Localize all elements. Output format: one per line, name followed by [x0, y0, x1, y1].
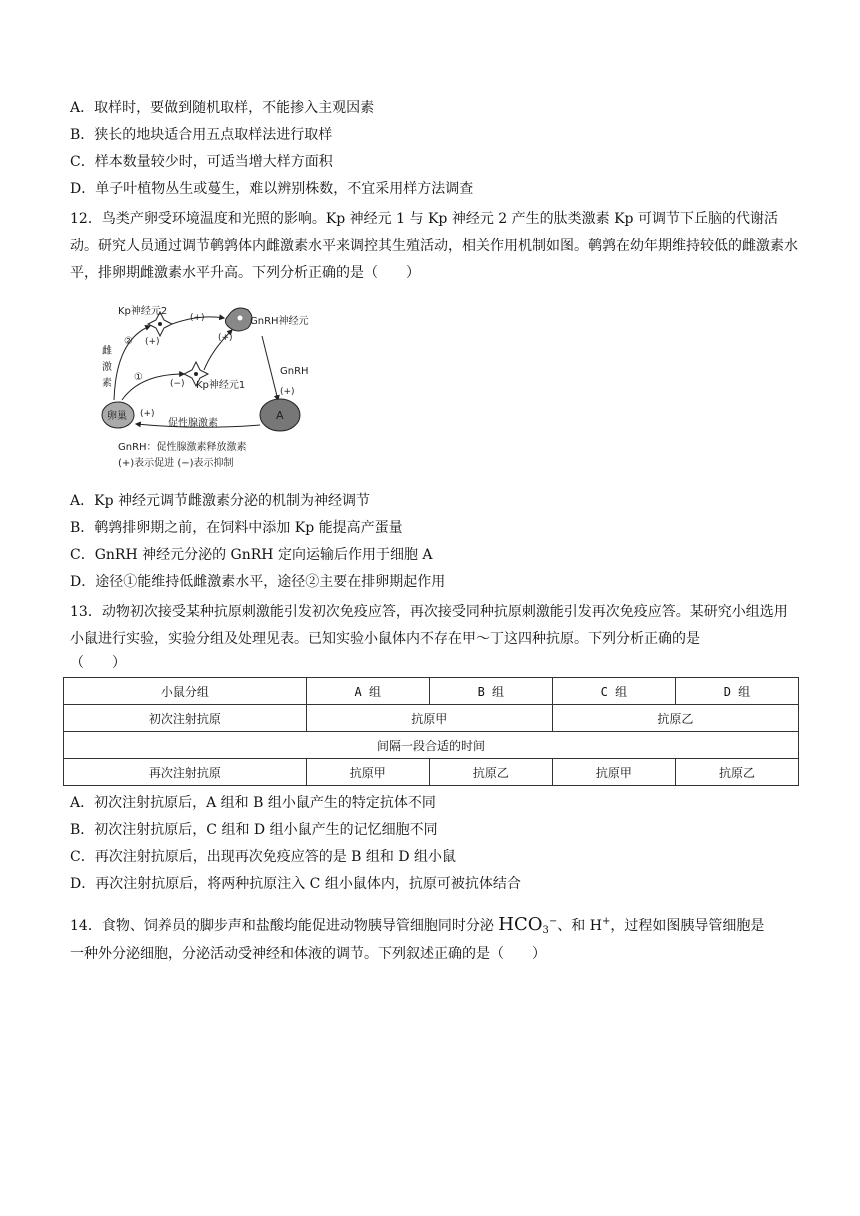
- q14-stem-line1: [70, 910, 764, 943]
- table-cell: 间隔一段合适的时间: [64, 732, 799, 759]
- q14-stem-c: ，过程如图胰导管细胞是: [610, 918, 765, 934]
- table-cell: 抗原乙: [552, 705, 798, 732]
- q14-stem-b: 、和 H: [557, 918, 602, 934]
- bicarbonate-charge: −: [548, 916, 558, 927]
- table-cell: 抗原乙: [675, 759, 798, 786]
- q13-stem: 13．动物初次接受某种抗原刺激能引发初次免疫应答，再次接受同种抗原刺激能引发再次免疫应答。某研究小组选用小鼠进行实验，实验分组及处理见表。已知实验小鼠体内不存在甲～丁这四种抗原。下列分析正确的是: [70, 604, 788, 647]
- q13-table: [63, 677, 799, 786]
- q13-stem-end: （ ）: [70, 655, 126, 671]
- gnrh-label: GnRH: [280, 366, 309, 377]
- table-cell: 抗原甲: [552, 759, 675, 786]
- estrogen-char-3: 素: [102, 378, 112, 389]
- q14-stem-line2: 一种外分泌细胞，分泌活动受神经和体液的调节。下列叙述正确的是（ ）: [70, 946, 546, 962]
- gnrh-a-plus: (+): [280, 387, 295, 397]
- hydrogen-charge: +: [601, 916, 611, 927]
- gnrh-plus: (+): [218, 333, 233, 343]
- kp1-label: Kp神经元1: [196, 380, 246, 391]
- cell-a-label: A: [276, 409, 284, 422]
- q12-option-b: B．鹌鹑排卵期之前，在饲料中添加 Kp 能提高产蛋量: [70, 520, 403, 536]
- q12-option-c: C．GnRH 神经元分泌的 GnRH 定向运输后作用于细胞 A: [70, 547, 433, 563]
- q12-stem: 12．鸟类产卵受环境温度和光照的影响。Kp 神经元 1 与 Kp 神经元 2 产生的肽类激素 Kp 可调节下丘脑的代谢活动。研究人员通过调节鹌鹑体内雌激素水平来调控其生殖活动，相关作用机制如图。鹌鹑在幼年期维持较低的雌激素水平，排卵期雌激素水平升高。下列分析正确的是（ ）: [70, 211, 798, 281]
- table-header-cell: C 组: [552, 678, 675, 705]
- estrogen-char-1: 雌: [102, 346, 112, 357]
- table-row: [64, 705, 799, 732]
- hormone-regulation-diagram: [100, 300, 340, 475]
- table-row: [64, 678, 799, 705]
- table-header-cell: D 组: [675, 678, 798, 705]
- q13-option-c: C．再次注射抗原后，出现再次免疫应答的是 B 组和 D 组小鼠: [70, 849, 457, 865]
- diagram-note-1: GnRH：促性腺激素释放激素: [118, 442, 247, 453]
- kp2-gnrh-plus: (+): [190, 313, 205, 323]
- kp2-label: Kp神经元2: [118, 306, 168, 317]
- q13-option-b: B．初次注射抗原后，C 组和 D 组小鼠产生的记忆细胞不同: [70, 822, 438, 838]
- table-cell: 再次注射抗原: [64, 759, 307, 786]
- q11-option-c: C．样本数量较少时，可适当增大样方面积: [70, 154, 333, 170]
- q13-option-d: D．再次注射抗原后，将两种抗原注入 C 组小鼠体内，抗原可被抗体结合: [70, 876, 521, 892]
- table-header-cell: B 组: [429, 678, 552, 705]
- q11-option-d: D．单子叶植物丛生或蔓生，难以辨别株数，不宜采用样方法调查: [70, 181, 474, 197]
- table-header-cell: 小鼠分组: [64, 678, 307, 705]
- estrogen-char-2: 激: [102, 362, 112, 373]
- ovary-label: 卵巢: [107, 411, 127, 422]
- path-1-label: ①: [134, 372, 143, 383]
- table-row: [64, 732, 799, 759]
- gnrh-neuron-label: GnRH神经元: [250, 316, 309, 327]
- diagram-note-2: (+)表示促进 (−)表示抑制: [118, 458, 234, 469]
- kp1-minus: (−): [170, 379, 185, 389]
- table-cell: 抗原甲: [306, 759, 429, 786]
- q12-option-a: A．Kp 神经元调节雌激素分泌的机制为神经调节: [70, 493, 370, 509]
- table-cell: 抗原乙: [429, 759, 552, 786]
- q12-option-d: D．途径①能维持低雌激素水平，途径②主要在排卵期起作用: [70, 574, 446, 590]
- q13-option-a: A．初次注射抗原后，A 组和 B 组小鼠产生的特定抗体不同: [70, 795, 436, 811]
- bicarbonate-subscript: 3: [542, 925, 549, 936]
- path-2-label: ②: [124, 336, 133, 347]
- table-cell: 初次注射抗原: [64, 705, 307, 732]
- q14-stem-a: 14．食物、饲养员的脚步声和盐酸均能促进动物胰导管细胞同时分泌: [70, 918, 499, 934]
- q11-option-a: A．取样时，要做到随机取样，不能掺入主观因素: [70, 100, 375, 116]
- fsh-label: 促性腺激素: [168, 418, 218, 429]
- kp2-plus: (+): [145, 337, 160, 347]
- q11-option-b: B．狭长的地块适合用五点取样法进行取样: [70, 127, 333, 143]
- table-row: [64, 759, 799, 786]
- table-cell: 抗原甲: [306, 705, 552, 732]
- bicarbonate-formula: HCO: [498, 914, 543, 935]
- table-header-cell: A 组: [306, 678, 429, 705]
- ovary-plus: (+): [140, 409, 155, 419]
